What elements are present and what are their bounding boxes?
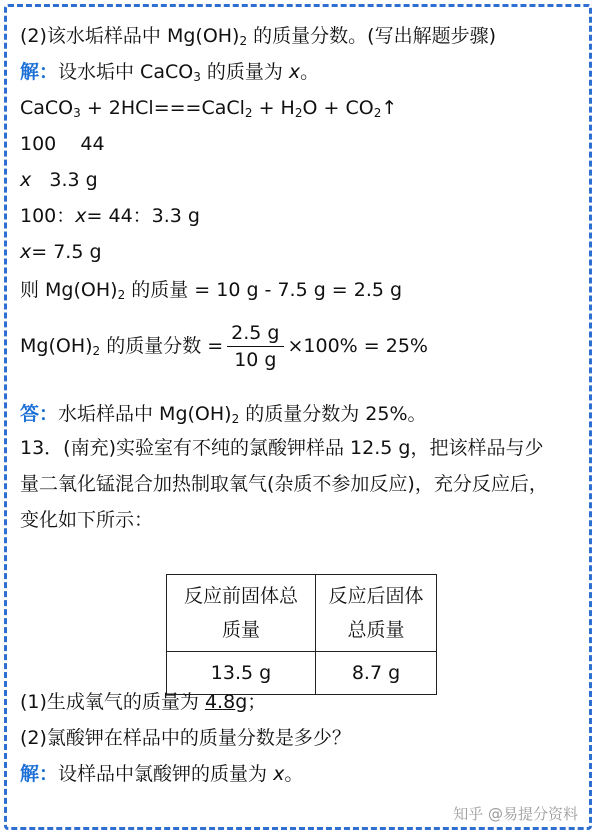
- proportion-line: 100：x= 44：3.3 g: [20, 205, 200, 227]
- solution-label-2: 解：: [20, 763, 59, 785]
- solution-2-line: 解：设样品中氯酸钾的质量为 x。: [20, 763, 304, 785]
- table-header-before: 反应前固体总 质量: [167, 575, 316, 652]
- watermark: 知乎 @易提分资料: [453, 805, 578, 823]
- question-13-line-1: 13．(南充)实验室有不纯的氯酸钾样品 12.5 g，把该样品与少: [20, 437, 544, 459]
- mgoh2-mass-line: 则 $Mg(OH)_2$ 的质量 = 10 g - 7.5 g = 2.5 g: [20, 279, 403, 302]
- table-value-after: 8.7 g: [316, 652, 437, 695]
- table-header-after: 反应后固体 总质量: [316, 575, 437, 652]
- table-value-before: 13.5 g: [167, 652, 316, 695]
- answer-line: 答：水垢样品中 $Mg(OH)_2$ 的质量分数为 25%。: [20, 403, 427, 426]
- fraction: $\frac{2.5 g}{10 g}$: [227, 320, 283, 373]
- part-1-line: (1)生成氧气的质量为 4.8g；: [20, 691, 267, 713]
- filled-answer: 4.8: [204, 691, 236, 713]
- question-13-line-2: 量二氧化锰混合加热制取氧气(杂质不参加反应)，充分反应后，: [20, 473, 548, 495]
- part-2-line: (2)氯酸钾在样品中的质量分数是多少？: [20, 727, 351, 749]
- mass-table: [166, 574, 437, 695]
- result-x-line: x= 7.5 g: [20, 241, 102, 263]
- answer-label: 答：: [20, 403, 59, 425]
- molar-mass-line: 100 44: [20, 133, 105, 155]
- solution-1-line: 解：设水垢中 CaCO$_3$ 的质量为 x。: [20, 61, 320, 84]
- chemical-equation: CaCO$_3$ + 2HCl===CaCl$_2$ + $H_2O$ + $CO_2↑$: [20, 97, 398, 120]
- question-13-line-3: 变化如下所示：: [20, 509, 154, 531]
- fraction-line: $Mg(OH)_2$ 的质量分数 = $\frac{2.5 g}{10 g}$ ×100% = 25%: [20, 322, 428, 371]
- question-2-line: (2)该水垢样品中 $Mg(OH)_2$ 的质量分数。(写出解题步骤): [20, 25, 496, 48]
- unknown-mass-line: x 3.3 g: [20, 169, 98, 191]
- solution-label: 解：: [20, 61, 59, 83]
